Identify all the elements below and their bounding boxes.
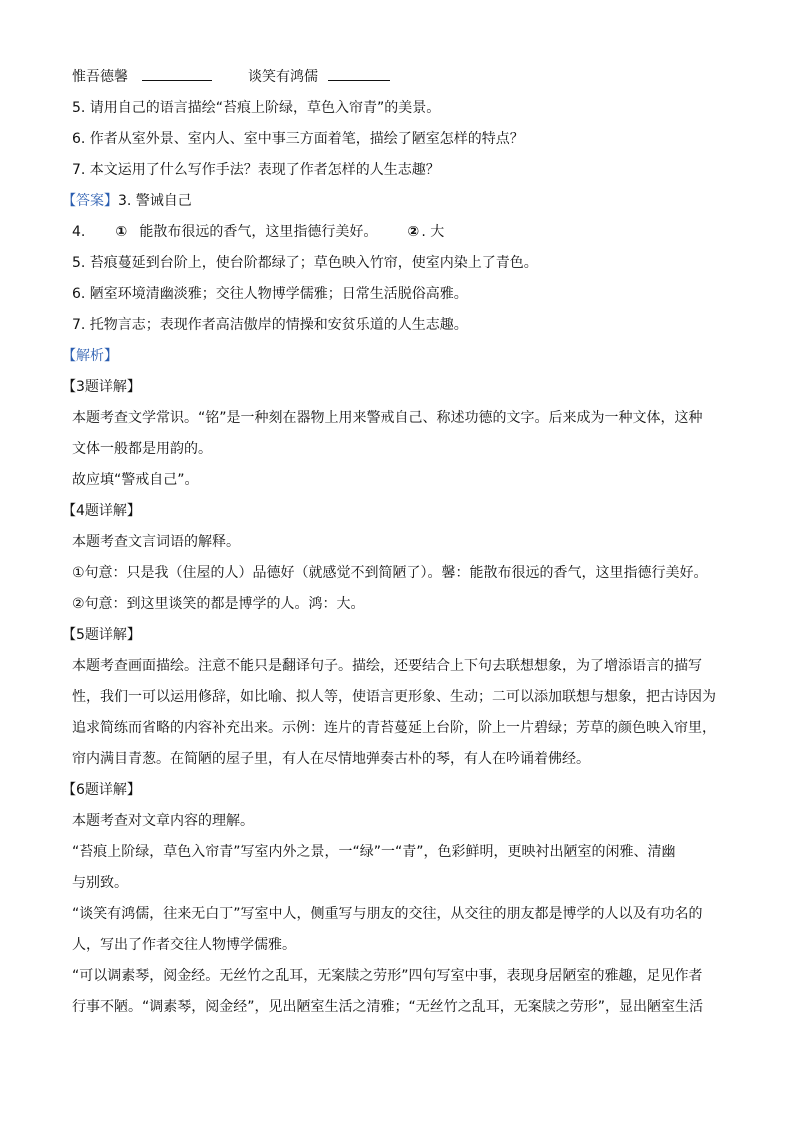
p5-line-4: 帘内满目青葱。在简陋的屋子里，有人在尽情地弹奏古朴的琴，有人在吟诵着佛经。 — [72, 751, 590, 767]
heading-q6: 【6题详解】 — [62, 782, 141, 798]
answer-row-3 — [62, 191, 192, 211]
p4-line-2: ①句意：只是我（住屋的人）品德好（就感觉不到简陋了）。馨：能散布很远的香气，这里指德行美好。 — [72, 565, 708, 581]
p5-line-2: 性，我们一可以运用修辞，如比喻、拟人等，使语言更形象、生动；二可以添加联想与想象，把古诗因为 — [72, 689, 716, 705]
answer-3: 3. 警诫自己 — [118, 193, 192, 209]
heading-q4: 【4题详解】 — [62, 503, 141, 519]
p6-line-4: “谈笑有鸿儒，往来无白丁”写室中人，侧重写与朋友的交往，从交往的朋友都是博学的人以及有功名的 — [72, 906, 703, 922]
question-7: 7. 本文运用了什么写作手法？表现了作者怎样的人生志趣？ — [72, 162, 440, 178]
answer-7: 7. 托物言志；表现作者高洁傲岸的情操和安贫乐道的人生志趣。 — [72, 317, 468, 333]
p6-line-3: 与别致。 — [72, 875, 128, 891]
answer-4-circle-1: ① — [115, 224, 128, 240]
p4-line-1: 本题考查文言词语的解释。 — [72, 534, 240, 550]
answer-tag: 【答案】 — [62, 193, 118, 209]
p6-line-6: “可以调素琴，阅金经。无丝竹之乱耳，无案牍之劳形”四句写室中事，表现身居陋室的雅趣，足见作者 — [72, 968, 703, 984]
p6-line-7: 行事不陋。“调素琴，阅金经”，见出陋室生活之清雅；“无丝竹之乱耳，无案牍之劳形”，显出陋室生活 — [72, 999, 704, 1015]
question-5: 5. 请用自己的语言描绘“苔痕上阶绿，草色入帘青”的美景。 — [72, 100, 441, 116]
analysis-tag: 【解析】 — [62, 348, 118, 364]
answer-4-text-2: . 大 — [421, 224, 445, 240]
blank-2[interactable] — [328, 66, 390, 81]
answer-5: 5. 苔痕蔓延到台阶上，使台阶都绿了；草色映入竹帘，使室内染上了青色。 — [72, 255, 538, 271]
answer-6: 6. 陋室环境清幽淡雅；交往人物博学儒雅；日常生活脱俗高雅。 — [72, 286, 468, 302]
fill-in-row — [72, 66, 390, 87]
p6-line-1: 本题考查对文章内容的理解。 — [72, 813, 254, 829]
p4-line-3: ②句意：到这里谈笑的都是博学的人。鸿：大。 — [72, 596, 365, 612]
question-6: 6. 作者从室外景、室内人、室中事三方面着笔，描绘了陋室怎样的特点？ — [72, 131, 524, 147]
answer-4-num: 4. — [72, 224, 86, 240]
answer-row-4 — [72, 222, 444, 242]
heading-q5: 【5题详解】 — [62, 627, 141, 643]
answer-4-circle-2: ② — [407, 224, 420, 240]
p5-line-1: 本题考查画面描绘。注意不能只是翻译句子。描绘，还要结合上下句去联想想象，为了增添语言的描写 — [72, 658, 702, 674]
p3-line-3: 故应填“警戒自己”。 — [72, 472, 199, 488]
p6-line-5: 人，写出了作者交往人物博学儒雅。 — [72, 937, 296, 953]
phrase-2: 谈笑有鸿儒 — [248, 69, 318, 85]
answer-4-text-1: 能散布很远的香气，这里指德行美好。 — [139, 224, 378, 240]
p3-line-1: 本题考查文学常识。“铭”是一种刻在器物上用来警戒自己、称述功德的文字。后来成为一种文体，这种 — [72, 410, 703, 426]
p3-line-2: 文体一般都是用韵的。 — [72, 441, 212, 457]
p5-line-3: 追求简练而省略的内容补充出来。示例：连片的青苔蔓延上台阶，阶上一片碧绿；芳草的颜色映入帘里， — [72, 720, 716, 736]
blank-1[interactable] — [142, 66, 212, 81]
p6-line-2: “苔痕上阶绿，草色入帘青”写室内外之景，一“绿”一“青”，色彩鲜明，更映衬出陋室的闲雅、清幽 — [72, 844, 676, 860]
heading-q3: 【3题详解】 — [62, 379, 141, 395]
phrase-1: 惟吾德馨 — [72, 69, 128, 85]
